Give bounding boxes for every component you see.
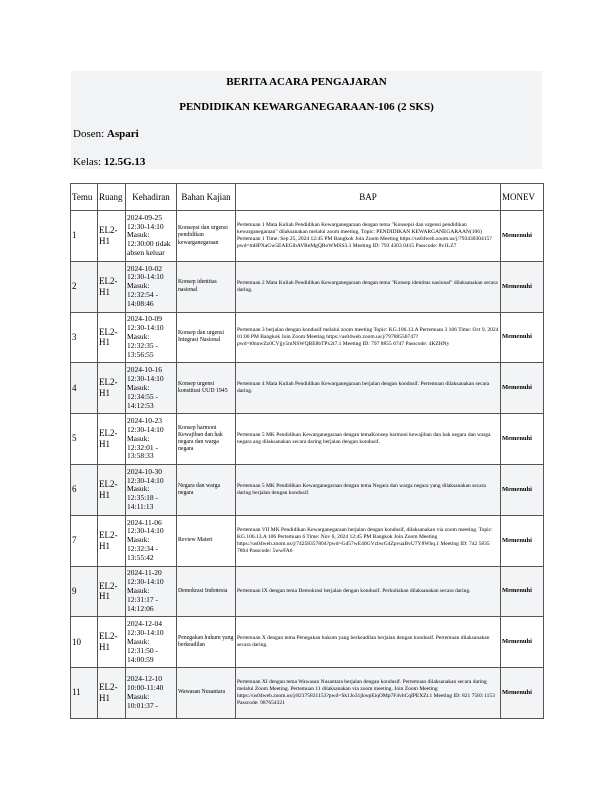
cell-monev: Memenuhi <box>501 363 544 414</box>
cell-kehadiran: 2024-10-02 12:30-14:10 Masuk: 12:32:54 - 14:08:46 <box>126 261 177 312</box>
document-title: BERITA ACARA PENGAJARAN <box>226 76 387 88</box>
cell-kehadiran: 2024-11-06 12:30-14:10 Masuk: 12:32:34 - 13:55:42 <box>126 515 177 566</box>
cell-bahan: Konsep identitas nasional <box>177 261 236 312</box>
table-row <box>71 414 544 465</box>
cell-kehadiran: 2024-11-20 12:30-14:10 Masuk: 12:31:17 - 14:12:06 <box>126 566 177 617</box>
table-row <box>71 515 544 566</box>
cell-bahan: Wawasan Nusantara <box>177 668 236 719</box>
class-label: Kelas: <box>73 156 102 168</box>
cell-monev: Memenuhi <box>501 668 544 719</box>
cell-temu: 5 <box>71 414 98 465</box>
teaching-record-table <box>70 183 544 719</box>
lecturer-label: Dosen: <box>73 128 105 140</box>
table-row <box>71 211 544 262</box>
cell-temu: 10 <box>71 617 98 668</box>
cell-kehadiran: 2024-12-10 10:00-11:40 Masuk: 10:01:37 - <box>126 668 177 719</box>
cell-temu: 4 <box>71 363 98 414</box>
cell-bap: Pertemuan 2 Mata Kuliah Pendidikan Kewarganegaraan dengan tema "Konsep identitas nasional" dilaksanakan secara daring. <box>236 261 501 312</box>
cell-ruang: EL2-H1 <box>98 211 126 262</box>
cell-bap: Pertemuan 3 berjalan dengan kondusif melalui zoom meeting Topic: KG.106.13.A Pertemuan 3 106 Time: Oct 9, 2024 01:00 PM Bangkok Join Zoom Meeting https://us04web.zoom.us/j/79788556747?pwd=t0nnwZz0CVjjy5mNSWQBE8bTPx2t7.1 Meeting ID: 797 8855 6747 Passcode: 4KZHNy <box>236 312 501 363</box>
lecturer-line <box>73 128 139 140</box>
cell-kehadiran: 2024-09-25 12:30-14:10 Masuk: 12:30:00 tidak absen keluar <box>126 211 177 262</box>
table-row <box>71 464 544 515</box>
cell-monev: Memenuhi <box>501 312 544 363</box>
cell-bap: Pertemuan X dengan tema Penegakan hukum yang berkeadilan berjalan dengan kondusif. Pertemuan dilaksanakan secara daring. <box>236 617 501 668</box>
cell-ruang: EL2-H1 <box>98 668 126 719</box>
lecturer-name: Aspari <box>106 128 139 140</box>
cell-ruang: EL2-H1 <box>98 566 126 617</box>
cell-bahan: Konsep harmoni Kewajiban dan hak negara dan warga negara <box>177 414 236 465</box>
cell-temu: 6 <box>71 464 98 515</box>
cell-monev: Memenuhi <box>501 566 544 617</box>
table-row <box>71 617 544 668</box>
header-monev: MONEV <box>501 184 544 211</box>
cell-ruang: EL2-H1 <box>98 515 126 566</box>
cell-ruang: EL2-H1 <box>98 363 126 414</box>
cell-bahan: Konsep urgensi konstitusi UUD 1945 <box>177 363 236 414</box>
class-line <box>73 156 145 168</box>
cell-temu: 1 <box>71 211 98 262</box>
cell-bap: Pertemuan 5 MK Pendidikan Kewarganegaraan dengan tema Negara dan warga negara yang dilaksanakan secara daring berjalan dengan kondusif. <box>236 464 501 515</box>
cell-temu: 2 <box>71 261 98 312</box>
cell-bahan: Review Materi <box>177 515 236 566</box>
class-value: 12.5G.13 <box>103 156 146 168</box>
cell-monev: Memenuhi <box>501 617 544 668</box>
header-bap: BAP <box>236 184 501 211</box>
cell-bahan: Negara dan warga negara <box>177 464 236 515</box>
cell-temu: 7 <box>71 515 98 566</box>
cell-bap: Pertemuan VII MK Pendidikan Kewarganegaraan berjalan dengan kondusif, dilaksanakan via zoom meeting. Topic: KG.106.13.A 106 Pertemuan 6 Time: Nov 6, 2024 12:45 PM Bangkok Join Zoom Meeting https://us04web.zoom.us/j/74258357804?pwd=Gd57wE40GVzbwG4ZpvuaBvU7Y8Whq.1 Meeting ID: 742 5835 7804 Passcode: 5wwFA6 <box>236 515 501 566</box>
table-row <box>71 312 544 363</box>
cell-bahan: Konsepsi dan urgensi pendidikan kewarganegaraan <box>177 211 236 262</box>
cell-ruang: EL2-H1 <box>98 464 126 515</box>
table-row <box>71 261 544 312</box>
cell-bahan: Demokrasi Indonesia <box>177 566 236 617</box>
cell-monev: Memenuhi <box>501 414 544 465</box>
cell-bahan: Konsep dan urgensi Integrasi Nasional <box>177 312 236 363</box>
table-row <box>71 363 544 414</box>
cell-temu: 9 <box>71 566 98 617</box>
cell-kehadiran: 2024-10-16 12:30-14:10 Masuk: 12:34:55 - 14:12:53 <box>126 363 177 414</box>
cell-monev: Memenuhi <box>501 515 544 566</box>
cell-ruang: EL2-H1 <box>98 261 126 312</box>
document-header <box>71 71 542 169</box>
cell-bap: Pertemuan 4 Mata Kuliah Pendidikan Kewarganegaraan berjalan dengan kondusif. Pertemuan dilaksanakan secara daring. <box>236 363 501 414</box>
course-title: PENDIDIKAN KEWARGANEGARAAN-106 (2 SKS) <box>179 101 434 113</box>
table-row <box>71 668 544 719</box>
cell-kehadiran: 2024-10-23 12:30-14:10 Masuk: 12:32:01 - 13:58:33 <box>126 414 177 465</box>
header-kehadiran: Kehadiran <box>126 184 177 211</box>
cell-monev: Memenuhi <box>501 211 544 262</box>
header-bahan-kajian: Bahan Kajian <box>177 184 236 211</box>
cell-bap: Pertemuan IX dengan tema Demokrasi berjalan dengan kondusif. Perkuliahan dilaksanakan secara daring. <box>236 566 501 617</box>
header-ruang: Ruang <box>98 184 126 211</box>
cell-bahan: Penegakan hukum yang berkeadilan <box>177 617 236 668</box>
cell-kehadiran: 2024-10-09 12:30-14:10 Masuk: 12:32:35 - 13:56:55 <box>126 312 177 363</box>
cell-bap: Pertemuan 5 MK Pendidikan Kewarganegaraan dengan temaKonsep harmoni kewajiban dan hak negara dan warga negara ang dilaksanakan secara daring berjalan dengan kondusif. <box>236 414 501 465</box>
cell-monev: Memenuhi <box>501 464 544 515</box>
table-header-row <box>71 184 544 211</box>
cell-temu: 11 <box>71 668 98 719</box>
cell-ruang: EL2-H1 <box>98 617 126 668</box>
header-temu: Temu <box>71 184 98 211</box>
cell-kehadiran: 2024-10-30 12:30-14:10 Masuk: 12:35:18 - 14:11:13 <box>126 464 177 515</box>
table-row <box>71 566 544 617</box>
cell-temu: 3 <box>71 312 98 363</box>
cell-monev: Memenuhi <box>501 261 544 312</box>
cell-ruang: EL2-H1 <box>98 312 126 363</box>
cell-bap: Pertemuan XI dengan tema Wawasan Nusantara berjalan dengan kondusif. Pertemuan dilaksanakan secara daring melalui Zoom Meeting. Pertemuan 11 dilaksanakan via zoom meeting. Join Zoom Meeting https://us04web.zoom.us/j/82175831153?pwd=Sk1Jo31jkwpEiqOMp7F4vhCqIPEXZt.1 Meeting ID: 821 7583 1153 Passcode: 987654321 <box>236 668 501 719</box>
cell-bap: Pertemuan 1 Mata Kuliah Pendidikan Kewarganegaraan dengan tema "Konsepsi dan urgensi pendidikan kewarganegaraan" dilaksanakan melalui zoom meeting. Topic: PENDIDIKAN KEWARGANEGARAAN(106) Pertemuan 1 Time: Sep 25, 2024 12:45 PM Bangkok Join Zoom Meeting https://us04web.zoom.us/j/79343030415?pwd=mHPXaGw5EAEGibAVReMgQRoWMSS3.1 Meeting ID: 793 4303 0415 Passcode: 8v1LZ7 <box>236 211 501 262</box>
cell-kehadiran: 2024-12-04 12:30-14:10 Masuk: 12:31:50 - 14:00:59 <box>126 617 177 668</box>
cell-ruang: EL2-H1 <box>98 414 126 465</box>
